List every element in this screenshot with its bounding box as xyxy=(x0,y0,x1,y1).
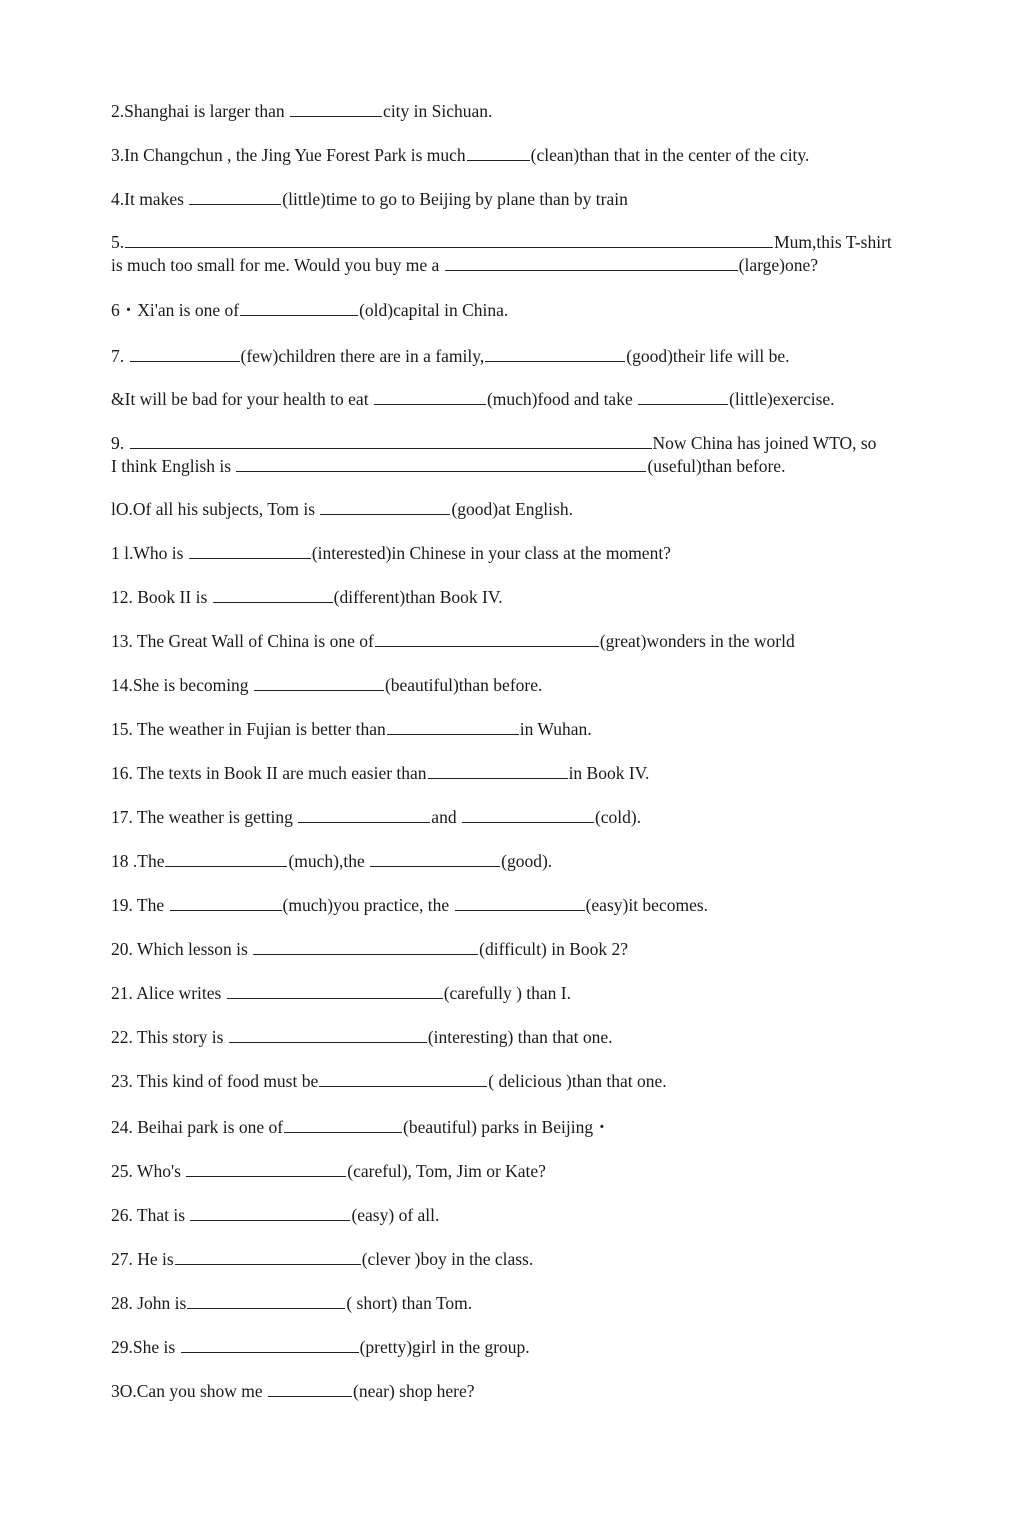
item-text: ( short) than Tom. xyxy=(346,1293,473,1313)
item-text: (useful)than before. xyxy=(647,456,786,476)
exercise-item xyxy=(111,498,573,519)
exercise-item xyxy=(111,188,628,209)
answer-blank[interactable] xyxy=(213,586,333,603)
exercise-item xyxy=(111,938,628,959)
exercise-item xyxy=(111,806,641,827)
exercise-item xyxy=(111,542,671,563)
exercise-item xyxy=(111,1248,533,1269)
item-text: (little)time to go to Beijing by plane than by train xyxy=(282,189,628,209)
item-text: (cold). xyxy=(594,807,642,827)
item-text: 2.Shanghai is larger than xyxy=(111,101,290,121)
item-text: 29.She is xyxy=(111,1337,180,1357)
item-text: (good). xyxy=(501,851,553,871)
item-text: is much too small for me. Would you buy me a xyxy=(111,255,444,275)
answer-blank[interactable] xyxy=(374,388,486,405)
item-text: (pretty)girl in the group. xyxy=(359,1337,530,1357)
answer-blank[interactable] xyxy=(189,188,281,205)
exercise-item xyxy=(111,762,649,783)
item-text: 18 .The xyxy=(111,851,165,871)
exercise-item xyxy=(111,1204,439,1225)
item-text: (much),the xyxy=(288,851,370,871)
answer-blank[interactable] xyxy=(298,806,430,823)
exercise-item xyxy=(111,1336,530,1357)
item-text: 15. The weather in Fujian is better than xyxy=(111,719,386,739)
item-text: (interested)in Chinese in your class at the moment? xyxy=(311,543,671,563)
item-text: 23. This kind of food must be xyxy=(111,1071,319,1091)
item-text: ( delicious )than that one. xyxy=(488,1071,667,1091)
exercise-item xyxy=(111,231,892,252)
answer-blank[interactable] xyxy=(319,1070,487,1087)
answer-blank[interactable] xyxy=(130,345,240,362)
item-text: 3.In Changchun , the Jing Yue Forest Park is much xyxy=(111,145,466,165)
item-text: 14.She is becoming xyxy=(111,675,253,695)
exercise-item xyxy=(111,1070,667,1091)
item-text: 3O.Can you show me xyxy=(111,1381,268,1401)
answer-blank[interactable] xyxy=(445,254,738,271)
exercise-item xyxy=(111,100,492,121)
item-text: (interesting) than that one. xyxy=(427,1027,613,1047)
item-text: in Book IV. xyxy=(568,763,650,783)
item-text: 9. xyxy=(111,433,129,453)
answer-blank[interactable] xyxy=(170,894,282,911)
answer-blank[interactable] xyxy=(227,982,443,999)
item-text: (good)at English. xyxy=(451,499,573,519)
answer-blank[interactable] xyxy=(125,231,773,248)
item-text: (near) shop here? xyxy=(353,1381,475,1401)
item-text: city in Sichuan. xyxy=(383,101,493,121)
item-text: (few)children there are in a family, xyxy=(240,346,485,366)
item-text: 7. xyxy=(111,346,129,366)
item-text: Now China has joined WTO, so xyxy=(652,433,877,453)
exercise-item xyxy=(111,144,809,165)
item-text: (beautiful)than before. xyxy=(384,675,543,695)
exercise-item xyxy=(111,630,795,651)
answer-blank[interactable] xyxy=(236,455,646,472)
exercise-item xyxy=(111,894,708,915)
answer-blank[interactable] xyxy=(387,718,519,735)
answer-blank[interactable] xyxy=(240,299,358,316)
answer-blank[interactable] xyxy=(462,806,594,823)
answer-blank[interactable] xyxy=(253,938,478,955)
answer-blank[interactable] xyxy=(229,1026,427,1043)
item-text: (good)their life will be. xyxy=(626,346,790,366)
answer-blank[interactable] xyxy=(130,432,652,449)
item-text: 6・Xi'an is one of xyxy=(111,300,240,320)
item-text: and xyxy=(431,807,461,827)
answer-blank[interactable] xyxy=(370,850,500,867)
exercise-item xyxy=(111,850,552,871)
exercise-item xyxy=(111,1160,546,1181)
item-text: (large)one? xyxy=(738,255,819,275)
exercise-item xyxy=(111,345,790,366)
item-text: (difficult) in Book 2? xyxy=(479,939,629,959)
answer-blank[interactable] xyxy=(181,1336,359,1353)
item-text: (careful), Tom, Jim or Kate? xyxy=(347,1161,546,1181)
exercise-item xyxy=(111,1292,472,1313)
answer-blank[interactable] xyxy=(268,1380,352,1397)
item-text: 24. Beihai park is one of xyxy=(111,1117,284,1137)
item-text: (different)than Book IV. xyxy=(333,587,503,607)
exercise-item xyxy=(111,388,835,409)
answer-blank[interactable] xyxy=(186,1160,346,1177)
answer-blank[interactable] xyxy=(190,1204,350,1221)
item-text: (beautiful) parks in Beijing・ xyxy=(403,1117,611,1137)
item-text: (much)food and take xyxy=(486,389,638,409)
item-text: (clever )boy in the class. xyxy=(361,1249,534,1269)
item-text: (easy) of all. xyxy=(351,1205,440,1225)
item-text: 26. That is xyxy=(111,1205,190,1225)
item-text: (little)exercise. xyxy=(729,389,835,409)
item-text: 1 l.Who is xyxy=(111,543,188,563)
item-text: (easy)it becomes. xyxy=(585,895,709,915)
item-text: (old)capital in China. xyxy=(359,300,509,320)
item-text: 27. He is xyxy=(111,1249,174,1269)
answer-blank[interactable] xyxy=(165,850,287,867)
answer-blank[interactable] xyxy=(428,762,568,779)
exercise-item xyxy=(111,586,503,607)
answer-blank[interactable] xyxy=(375,630,599,647)
answer-blank[interactable] xyxy=(638,388,728,405)
answer-blank[interactable] xyxy=(290,100,382,117)
item-text: 21. Alice writes xyxy=(111,983,226,1003)
item-text: lO.Of all his subjects, Tom is xyxy=(111,499,320,519)
exercise-item-continuation xyxy=(111,455,785,476)
exercise-item xyxy=(111,674,542,695)
item-text: (clean)than that in the center of the city. xyxy=(530,145,810,165)
item-text: (carefully ) than I. xyxy=(443,983,571,1003)
exercise-item xyxy=(111,1116,611,1137)
item-text: 5. xyxy=(111,232,125,252)
exercise-item xyxy=(111,982,571,1003)
answer-blank[interactable] xyxy=(455,894,585,911)
answer-blank[interactable] xyxy=(189,542,311,559)
item-text: &It will be bad for your health to eat xyxy=(111,389,373,409)
item-text: 16. The texts in Book II are much easier than xyxy=(111,763,427,783)
item-text: (much)you practice, the xyxy=(282,895,454,915)
exercise-item xyxy=(111,432,876,453)
item-text: 20. Which lesson is xyxy=(111,939,253,959)
answer-blank[interactable] xyxy=(175,1248,361,1265)
item-text: 22. This story is xyxy=(111,1027,228,1047)
item-text: 17. The weather is getting xyxy=(111,807,298,827)
answer-blank[interactable] xyxy=(467,144,530,161)
exercise-item xyxy=(111,299,508,320)
exercise-item xyxy=(111,1380,475,1401)
item-text: 28. John is xyxy=(111,1293,187,1313)
item-text: Mum,this T-shirt xyxy=(774,232,892,252)
answer-blank[interactable] xyxy=(187,1292,345,1309)
item-text: (great)wonders in the world xyxy=(599,631,795,651)
item-text: 19. The xyxy=(111,895,169,915)
exercise-item xyxy=(111,718,592,739)
answer-blank[interactable] xyxy=(320,498,450,515)
exercise-item xyxy=(111,1026,613,1047)
answer-blank[interactable] xyxy=(485,345,625,362)
item-text: I think English is xyxy=(111,456,236,476)
answer-blank[interactable] xyxy=(254,674,384,691)
item-text: 12. Book II is xyxy=(111,587,212,607)
answer-blank[interactable] xyxy=(284,1116,402,1133)
item-text: 25. Who's xyxy=(111,1161,186,1181)
item-text: 13. The Great Wall of China is one of xyxy=(111,631,374,651)
exercise-item-continuation xyxy=(111,254,818,275)
item-text: 4.It makes xyxy=(111,189,189,209)
item-text: in Wuhan. xyxy=(519,719,592,739)
